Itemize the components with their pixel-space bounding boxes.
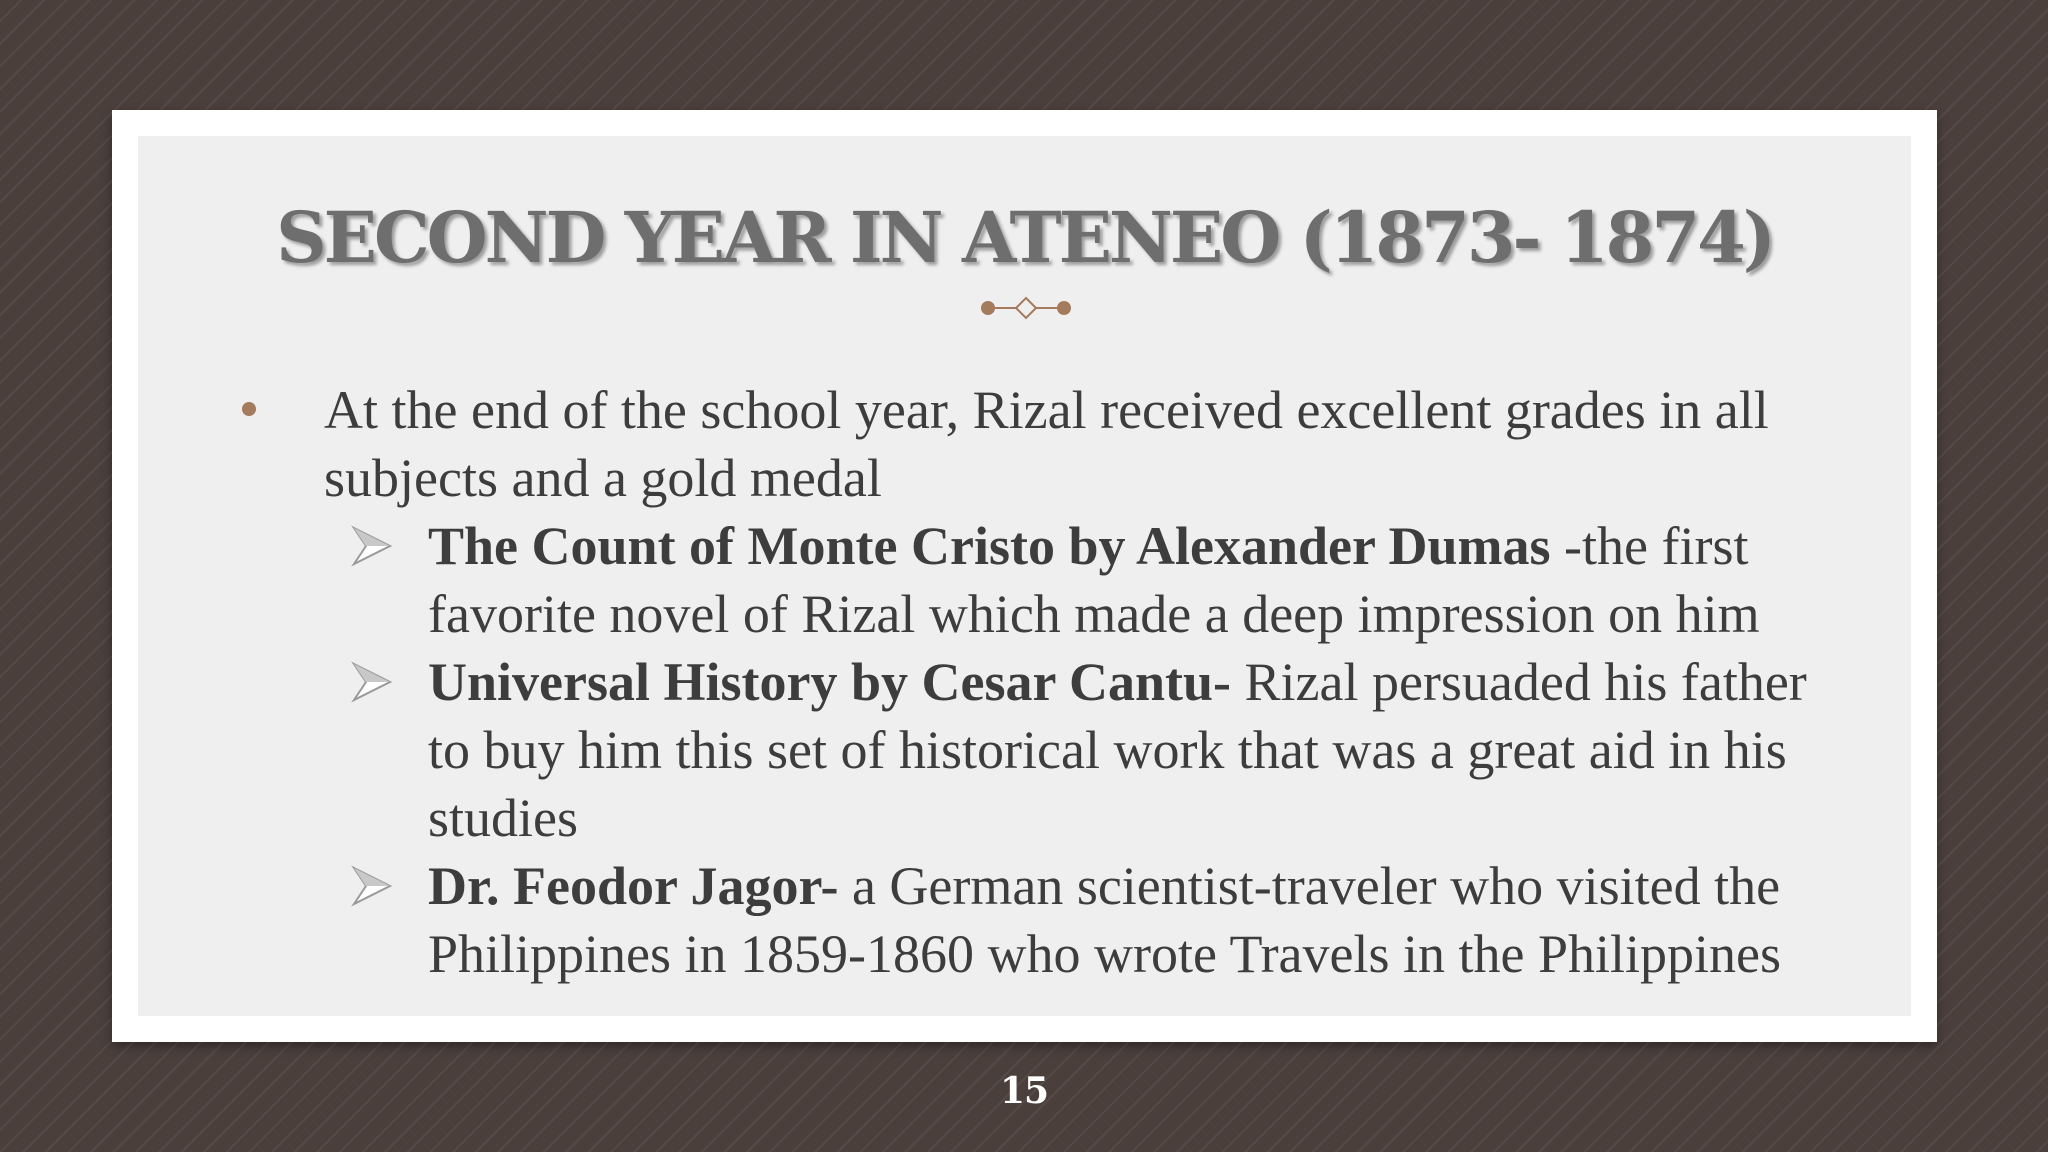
slide-title: SECOND YEAR IN ATENEO (1873- 1874) [276, 196, 1773, 279]
sub-bullet-bold: The Count of Monte Cristo by Alexander Dumas [428, 516, 1565, 576]
sub-bullet-text: a German scientist-traveler who visited the Philippines in 1859-1860 who wrote Travels in the Philippines [428, 856, 1782, 984]
slide-panel [138, 136, 1911, 1016]
diamond-divider-icon [978, 294, 1074, 322]
sub-bullet-text: -the first favorite novel of Rizal which made a deep impression on him [428, 516, 1760, 644]
bullet-text: At the end of the school year, Rizal received excellent grades in all subjects and a gold medal [324, 380, 1769, 508]
sub-bullet-item [138, 512, 1828, 648]
sub-bullet-bold: Universal History by Cesar Cantu- [428, 652, 1231, 712]
sub-bullet-bold: Dr. Feodor Jagor- [428, 856, 839, 916]
arrowhead-bullet-icon [350, 660, 394, 704]
slide-frame [112, 110, 1937, 1042]
sub-bullet-item [138, 648, 1828, 852]
bullet-dot-icon [242, 402, 256, 416]
bullet-item [138, 376, 1814, 512]
slide-content [138, 376, 1911, 988]
sub-bullet-item [138, 852, 1828, 988]
arrowhead-bullet-icon [350, 864, 394, 908]
page-number: 15 [999, 1070, 1049, 1112]
arrowhead-bullet-icon [350, 524, 394, 568]
sub-bullet-text: Rizal persuaded his father to buy him this set of historical work that was a great aid in his studies [428, 652, 1807, 848]
